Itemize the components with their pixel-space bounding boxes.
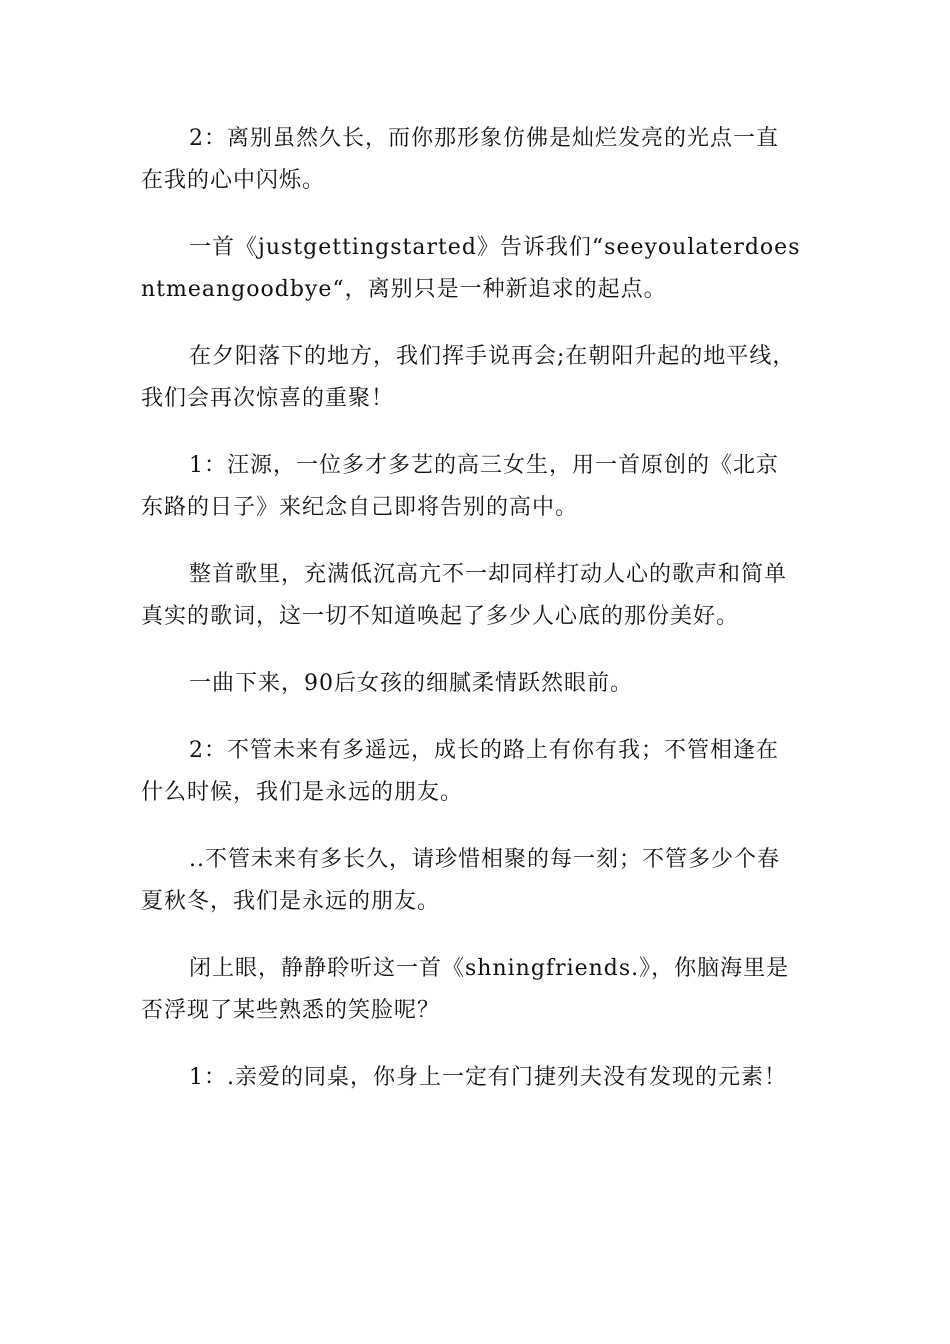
paragraph-5: 整首歌里，充满低沉高亢不一却同样打动人心的歌声和简单真实的歌词，这一切不知道唤起了多少人心底的那份美好。	[141, 562, 788, 629]
paragraph-2: 一首《justgettingstarted》告诉我们“seeyoulaterdoesntmeangoodbye“，离别只是一种新追求的起点。	[141, 235, 801, 302]
paragraph-6: 一曲下来，90后女孩的细腻柔情跃然眼前。	[189, 671, 633, 696]
paragraph-1: 2：离别虽然久长，而你那形象仿佛是灿烂发亮的光点一直在我的心中闪烁。	[141, 126, 779, 193]
document-body	[141, 118, 801, 1124]
paragraph-10: 1：.亲爱的同桌，你身上一定有门捷列夫没有发现的元素！	[189, 1065, 787, 1090]
paragraph-3: 在夕阳落下的地方，我们挥手说再会;在朝阳升起的地平线，我们会再次惊喜的重聚！	[141, 344, 796, 411]
paragraph-4: 1：汪源，一位多才多艺的高三女生，用一首原创的《北京东路的日子》来纪念自己即将告别的高中。	[141, 453, 779, 520]
paragraph-8: ..不管未来有多长久，请珍惜相聚的每一刻；不管多少个春夏秋冬，我们是永远的朋友。	[141, 847, 780, 914]
paragraph-9: 闭上眼，静静聆听这一首《shningfriends.》，你脑海里是否浮现了某些熟悉的笑脸呢？	[141, 956, 790, 1023]
paragraph-7: 2：不管未来有多遥远，成长的路上有你有我；不管相逢在什么时候，我们是永远的朋友。	[141, 738, 779, 805]
